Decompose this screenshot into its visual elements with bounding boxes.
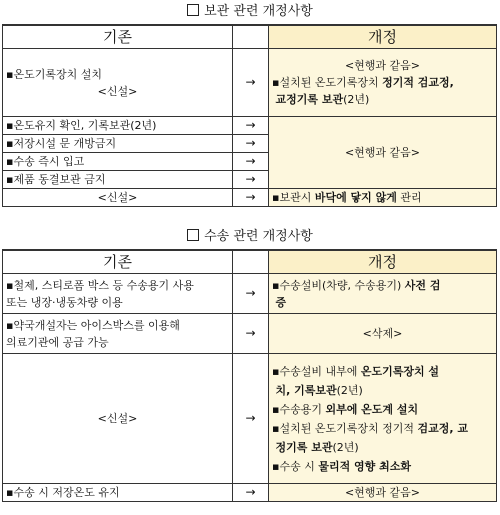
- arrow-icon: →: [233, 354, 269, 484]
- t-row2-old-cell: ▪약국개설자는 아이스박스를 이용해 의료기관에 공급 가능: [3, 314, 233, 354]
- header-arrow-blank: [233, 250, 269, 274]
- header-arrow-blank: [233, 25, 269, 49]
- row2-new-cell: <현행과 같음>: [269, 117, 497, 189]
- storage-revision-table: [2, 24, 497, 207]
- arrow-icon: →: [233, 314, 269, 354]
- header-old: 기존: [3, 250, 233, 274]
- t-row3-old-cell: <신설>: [3, 354, 233, 484]
- arrow-icon: →: [233, 484, 269, 502]
- section2-title: 수송 관련 개정사항: [0, 228, 500, 246]
- arrow-icon: →: [233, 153, 269, 171]
- header-old: 기존: [3, 25, 233, 49]
- arrow-icon: →: [233, 274, 269, 314]
- t-row1-new-cell: ▪수송설비(차량, 수송용기) 사전 검 증: [269, 274, 497, 314]
- header-new: 개정: [269, 25, 497, 49]
- checkbox-square-icon: [187, 229, 199, 241]
- row1-old-cell: ▪온도기록장치 설치 <신설>: [3, 49, 233, 117]
- row5-old-cell: ▪제품 동결보관 금지: [3, 171, 233, 189]
- checkbox-square-icon: [187, 4, 199, 16]
- row6-old-cell: <신설>: [3, 189, 233, 207]
- t-row4-new-cell: <현행과 같음>: [269, 484, 497, 502]
- transport-revision-table: [2, 249, 497, 502]
- arrow-icon: →: [233, 189, 269, 207]
- t-row3-new-cell: ▪수송설비 내부에 온도기록장치 설 치, 기록보관(2년) ▪수송용기 외부에 온도계 설치 ▪설치된 온도기록장치 정기적 검교정, 교 정기록 보관(2년) ▪수송 시 물리적 영향 최소화: [269, 354, 497, 484]
- t-row1-old-cell: ▪철제, 스티로폼 박스 등 수송용기 사용 또는 냉장·냉동차량 이용: [3, 274, 233, 314]
- row3-old-cell: ▪저장시설 문 개방금지: [3, 135, 233, 153]
- t-row2-new-cell: <삭제>: [269, 314, 497, 354]
- arrow-icon: →: [233, 117, 269, 135]
- header-new: 개정: [269, 250, 497, 274]
- arrow-icon: →: [233, 49, 269, 117]
- arrow-icon: →: [233, 135, 269, 153]
- section1-title: 보관 관련 개정사항: [0, 3, 500, 21]
- row6-new-cell: ▪보관시 바닥에 닿지 않게 관리: [269, 189, 497, 207]
- arrow-icon: →: [233, 171, 269, 189]
- row1-new-cell: <현행과 같음> ▪설치된 온도기록장치 정기적 검교정, 교정기록 보관(2년): [269, 49, 497, 117]
- t-row4-old-cell: ▪수송 시 저장온도 유지: [3, 484, 233, 502]
- row2-old-cell: ▪온도유지 확인, 기록보관(2년): [3, 117, 233, 135]
- row4-old-cell: ▪수송 즉시 입고: [3, 153, 233, 171]
